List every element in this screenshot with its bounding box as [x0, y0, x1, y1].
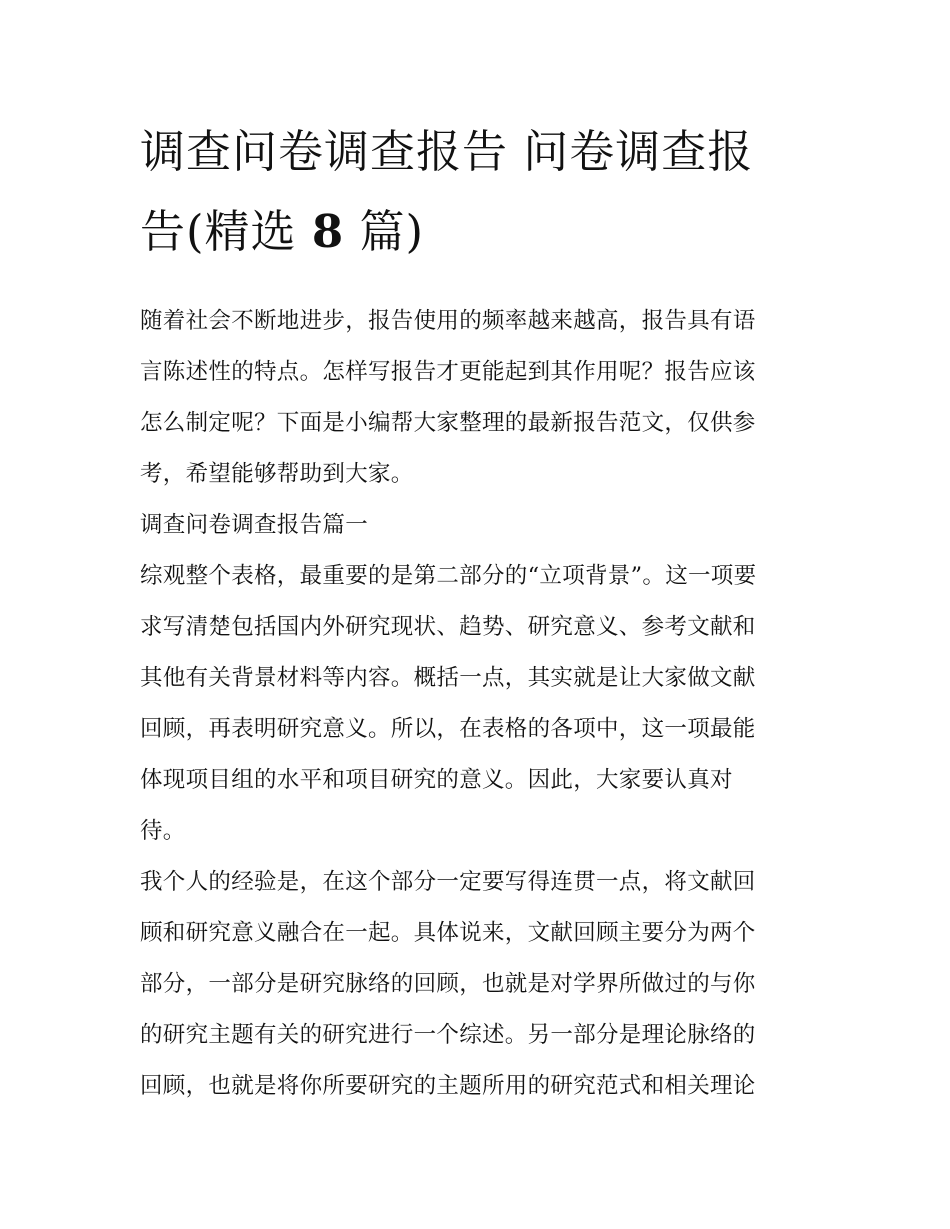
paragraph-line: 我个人的经验是，在这个部分一定要写得连贯一点，将文献回	[140, 869, 756, 895]
paragraph-line: 顾和研究意义融合在一起。具体说来，文献回顾主要分为两个	[140, 920, 756, 946]
body-paragraph-2	[140, 857, 812, 1112]
title-line-1-text: 调查问卷调查报告 问卷调查报	[140, 125, 754, 178]
body-paragraph-1	[140, 551, 812, 857]
paragraph-line: 怎么制定呢？下面是小编帮大家整理的最新报告范文，仅供参	[140, 410, 756, 436]
document-page	[140, 112, 812, 1112]
paragraph-line: 回顾，也就是将你所要研究的主题所用的研究范式和相关理论	[140, 1073, 756, 1099]
title-line-2	[140, 192, 812, 272]
paragraph-line: 回顾，再表明研究意义。所以，在表格的各项中，这一项最能	[140, 716, 756, 742]
paragraph-line: 体现项目组的水平和项目研究的意义。因此，大家要认真对	[140, 767, 733, 793]
title-line-2-text: 告(精选	[140, 205, 312, 258]
title-line-1	[140, 112, 812, 192]
paragraph-line: 的研究主题有关的研究进行一个综述。另一部分是理论脉络的	[140, 1022, 756, 1048]
title-number: 8	[311, 205, 345, 258]
paragraph-line: 言陈述性的特点。怎样写报告才更能起到其作用呢？报告应该	[140, 359, 756, 385]
paragraph-line: 部分，一部分是研究脉络的回顾，也就是对学界所做过的与你	[140, 971, 756, 997]
paragraph-line: 求写清楚包括国内外研究现状、趋势、研究意义、参考文献和	[140, 614, 756, 640]
title-line-2-suffix: 篇)	[344, 205, 425, 258]
paragraph-line: 随着社会不断地进步，报告使用的频率越来越高，报告具有语	[140, 308, 756, 334]
paragraph-line: 待。	[140, 818, 186, 844]
section-heading	[140, 500, 812, 551]
paragraph-line: 考，希望能够帮助到大家。	[140, 461, 414, 487]
paragraph-line: 综观整个表格，最重要的是第二部分的“立项背景”。这一项要	[140, 563, 757, 589]
document-title	[140, 112, 812, 272]
section-heading-text: 调查问卷调查报告篇一	[140, 512, 369, 538]
paragraph-line: 其他有关背景材料等内容。概括一点，其实就是让大家做文献	[140, 665, 756, 691]
intro-paragraph	[140, 296, 812, 500]
